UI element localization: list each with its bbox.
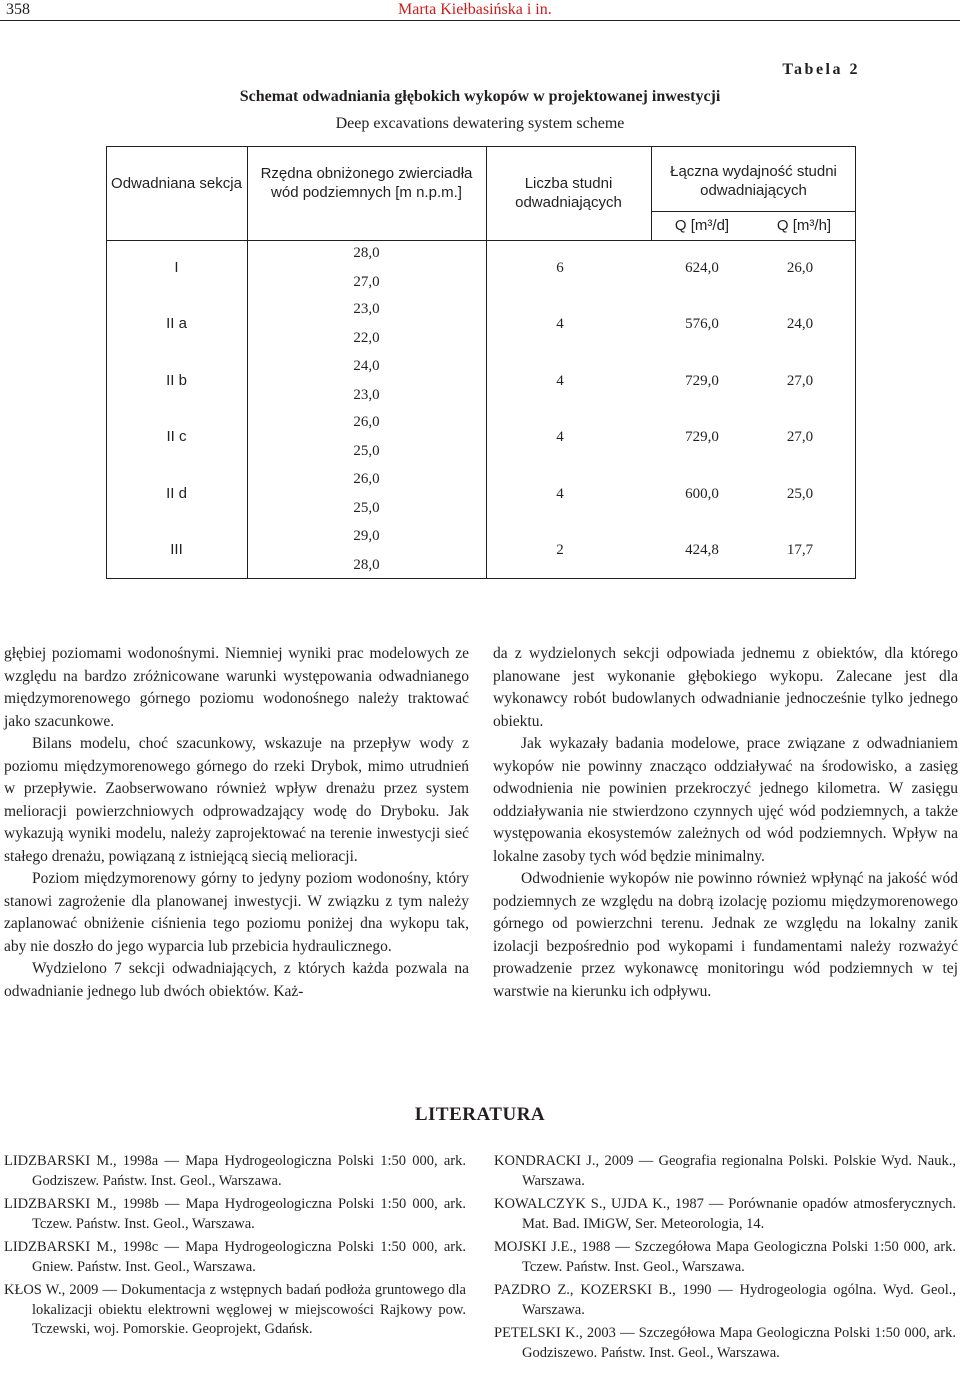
cell-q-hour: 25,0 <box>786 486 814 502</box>
table-header-rule <box>106 240 856 241</box>
cell-section: II a <box>166 315 187 332</box>
cell-wells: 4 <box>556 373 564 389</box>
reference-text: , 1988 — Szczegółowa Mapa Geologiczna Polski 1:50 000, ark. Tczew. Państw. Inst. Geol., Warszawa. <box>522 1239 956 1275</box>
literature-title: LITERATURA <box>414 1104 546 1125</box>
paragraph: da z wydzielonych sekcji odpowiada jednemu z obiektów, dla którego planowane jest wykonanie głębokiego wykopu. Zalecane jest dla wykonawcy robót budowlanych odwadnianie jednocześnie tylko jednego obiektu. <box>493 645 958 730</box>
cell-wells: 4 <box>556 316 564 332</box>
capacity-subheader-rule <box>651 211 856 212</box>
reference-item <box>4 1152 466 1191</box>
reference-author: KONDRACKI J. <box>494 1153 596 1169</box>
reference-author: KOWALCZYK S., UJDA K. <box>494 1196 667 1212</box>
references-right <box>494 1152 956 1367</box>
reference-author: MOJSKI J.E. <box>494 1239 573 1255</box>
reference-text: , 1990 — Hydrogeologia ogólna. Wyd. Geol., Warszawa. <box>522 1282 956 1318</box>
cell-q-hour: 27,0 <box>786 429 814 445</box>
cell-q-hour: 17,7 <box>786 542 814 558</box>
header-q-hour: Q [m³/h] <box>776 217 832 234</box>
reference-text: , 2009 — Geografia regionalna Polski. Polskie Wyd. Nauk., Warszawa. <box>522 1153 956 1189</box>
reference-author: LIDZBARSKI M. <box>4 1239 113 1255</box>
cell-section: II d <box>166 485 187 502</box>
reference-text: , 2009 — Dokumentacja z wstępnych badań podłoża gruntowego dla lokalizacji obiektu elektrowni węglowej w miejscowości Rajkowy pow. Tczewski, woj. Pomorskie. Geoprojekt, Gdańsk. <box>32 1282 466 1337</box>
cell-q-day: 424,8 <box>685 542 719 558</box>
reference-item <box>4 1281 466 1340</box>
cell-level-high: 29,0 <box>353 528 380 544</box>
cell-q-day: 624,0 <box>685 260 719 276</box>
cell-q-day: 729,0 <box>685 373 719 389</box>
cell-wells: 6 <box>556 260 564 276</box>
cell-q-day: 600,0 <box>685 486 719 502</box>
cell-q-hour: 27,0 <box>786 373 814 389</box>
paragraph: Poziom międzymorenowy górny to jedyny poziom wodonośny, który stanowi zagrożenie dla planowanej inwestycji. W związku z tym należy zaplanować obniżenie ciśnienia tego poziomu poniżej dna wykopu tak, aby nie doszło do jego wyparcia lub przebicia hydraulicznego. <box>4 870 469 955</box>
cell-q-day: 729,0 <box>685 429 719 445</box>
header-section: Odwadniana sekcja <box>111 175 242 192</box>
reference-author: PAZDRO Z., KOZERSKI B. <box>494 1282 673 1298</box>
cell-level-high: 24,0 <box>353 358 380 374</box>
cell-q-hour: 24,0 <box>786 316 814 332</box>
reference-text: , 1987 — Porównanie opadów atmosferycznych. Mat. Bad. IMiGW, Ser. Meteorologia, 14. <box>522 1196 956 1232</box>
reference-author: PETELSKI K. <box>494 1325 580 1341</box>
table-title-en: Deep excavations dewatering system scheme <box>335 115 625 132</box>
cell-level-high: 26,0 <box>353 414 380 430</box>
references-left <box>4 1152 466 1344</box>
paragraph: głębiej poziomami wodonośnymi. Niemniej wyniki prac modelowych ze względu na bardzo zróżnicowane warunki występowania odwadnianego międzymorenowego górnego poziomu wodonośnego należy traktować jako szacunkowe. <box>4 645 469 730</box>
cell-q-day: 576,0 <box>685 316 719 332</box>
reference-text: , 1998c — Mapa Hydrogeologiczna Polski 1:50 000, ark. Gniew. Państw. Inst. Geol., Warszawa. <box>32 1239 467 1275</box>
reference-item <box>4 1238 466 1277</box>
body-column-left <box>4 643 469 1003</box>
cell-level-low: 25,0 <box>353 443 380 459</box>
cell-wells: 4 <box>556 429 564 445</box>
header-rule <box>0 20 960 21</box>
cell-q-hour: 26,0 <box>786 260 814 276</box>
body-column-right <box>493 643 958 1003</box>
cell-level-high: 23,0 <box>353 301 380 317</box>
table-label: Tabela 2 <box>782 61 860 78</box>
reference-text: , 2003 — Szczegółowa Mapa Geologiczna Polski 1:50 000, ark. Godziszewo. Państw. Inst. Geol., Warszawa. <box>522 1325 956 1361</box>
page-header <box>0 0 960 22</box>
reference-item <box>494 1324 956 1363</box>
reference-item <box>4 1195 466 1234</box>
cell-level-low: 27,0 <box>353 274 380 290</box>
cell-level-high: 26,0 <box>353 471 380 487</box>
reference-item <box>494 1152 956 1191</box>
reference-author: LIDZBARSKI M. <box>4 1196 113 1212</box>
table-col-divider-2 <box>486 146 487 578</box>
reference-text: , 1998b — Mapa Hydrogeologiczna Polski 1:50 000, ark. Tczew. Państw. Inst. Geol., Warszawa. <box>32 1196 467 1232</box>
reference-text: , 1998a — Mapa Hydrogeologiczna Polski 1:50 000, ark. Godziszew. Państw. Inst. Geol., Warszawa. <box>32 1153 467 1189</box>
table-left-border <box>106 146 107 578</box>
table-bottom-rule <box>106 578 856 579</box>
reference-author: LIDZBARSKI M. <box>4 1153 113 1169</box>
table-right-border <box>855 146 856 578</box>
cell-section: I <box>174 259 179 276</box>
paragraph: Jak wykazały badania modelowe, prace związane z odwadnianiem wykopów nie powinny znacząco oddziaływać na środowisko, a zasięg odwodnienia nie powinien przekroczyć jednego kilometra. W zasięgu oddziaływania nie stwierdzono czynnych ujęć wód podziemnych, a także występowania ekosystemów zależnych od wód podziemnych. Wpływ na lokalne zasoby tych wód będzie minimalny. <box>493 735 958 865</box>
table-title-pl: Schemat odwadniania głębokich wykopów w projektowanej inwestycji <box>239 88 721 105</box>
cell-wells: 4 <box>556 486 564 502</box>
cell-wells: 2 <box>556 542 564 558</box>
cell-section: II c <box>166 428 187 445</box>
running-head: Marta Kiełbasińska i in. <box>398 1 552 18</box>
header-q-day: Q [m³/d] <box>674 217 730 234</box>
paragraph: Wydzielono 7 sekcji odwadniających, z których każda pozwala na odwadnianie jednego lub dwóch obiektów. Każ- <box>4 960 469 1000</box>
cell-level-low: 23,0 <box>353 387 380 403</box>
cell-section: III <box>170 541 183 558</box>
cell-level-high: 28,0 <box>353 245 380 261</box>
cell-level-low: 25,0 <box>353 500 380 516</box>
cell-level-low: 28,0 <box>353 557 380 573</box>
cell-level-low: 22,0 <box>353 330 380 346</box>
reference-item <box>494 1195 956 1234</box>
header-wells: Liczba studni odwadniających <box>515 175 622 211</box>
header-level: Rzędna obniżonego zwierciadła wód podziemnych [m n.p.m.] <box>260 165 473 201</box>
reference-author: KŁOS W. <box>4 1282 62 1298</box>
reference-item <box>494 1238 956 1277</box>
table-top-rule <box>106 146 856 147</box>
header-capacity: Łączna wydajność studni odwadniających <box>670 163 837 199</box>
reference-item <box>494 1281 956 1320</box>
page-number: 358 <box>6 1 30 18</box>
paragraph: Bilans modelu, choć szacunkowy, wskazuje na przepływ wody z poziomu międzymorenowego górnego do rzeki Drybok, mimo utrudnień w przepływie. Zaobserwowano również wpływ drenażu przez system melioracji powierzchniowych odprowadzający wodę do Dryboku. Jak wykazują wyniki modelu, należy zaprojektować na terenie inwestycji sieć stałego drenażu, powiązaną z istniejącą siecią melioracji. <box>4 735 469 865</box>
paragraph: Odwodnienie wykopów nie powinno również wpłynąć na jakość wód podziemnych ze względu na dobrą izolację poziomu międzymorenowego górnego od powierzchni terenu. Jednak ze względu na lokalny zanik izolacji bezpośrednio pod wykopami i fundamentami należy rozważyć prowadzenie przez wykonawcę monitoringu wód podziemnych w tej warstwie na kierunku ich odpływu. <box>493 870 958 1000</box>
cell-section: II b <box>166 372 187 389</box>
